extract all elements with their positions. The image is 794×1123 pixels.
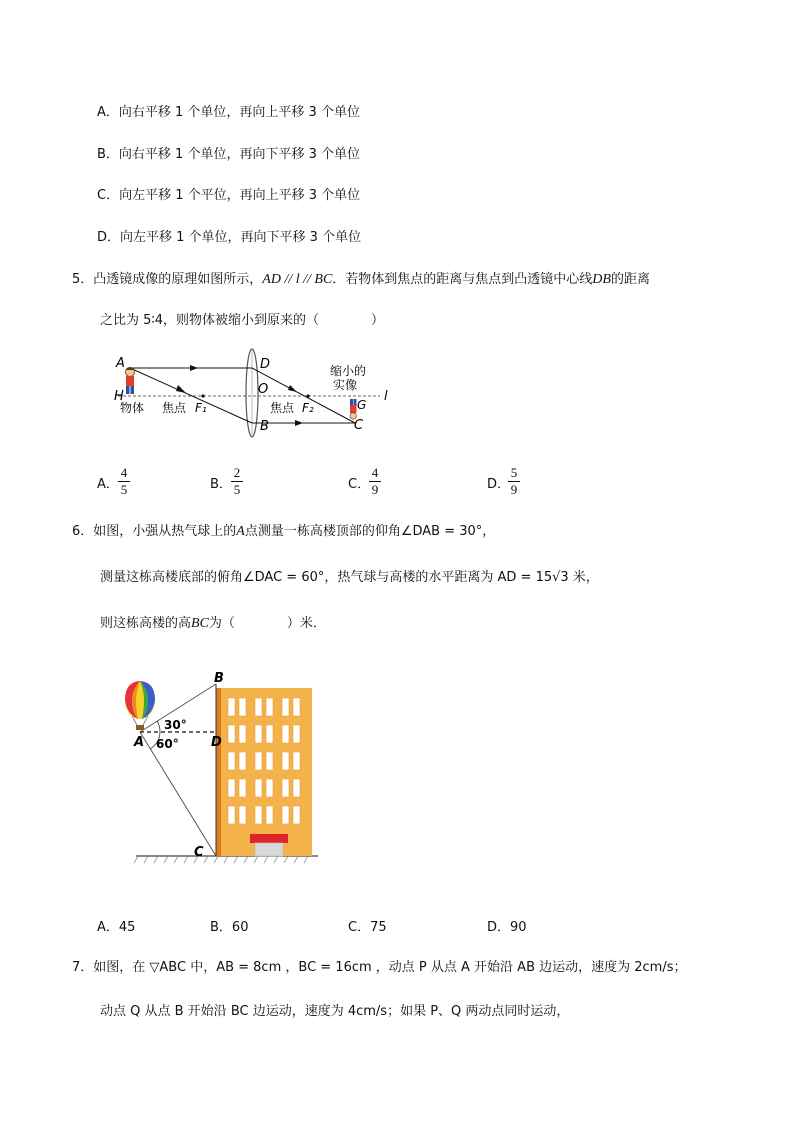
q6-stem-line2: 测量这栋高楼底部的俯角∠DAC = 60°，热气球与高楼的水平距离为 AD = 15√3 米， [100,570,599,585]
q7-stem-line1: 7．如图，在 ▽ABC 中，AB = 8cm ，BC = 16cm ，动点 P 从点 A 开始沿 AB 边运动，速度为 2cm/s； [72,960,687,975]
q6-stem-point-a: A [236,524,245,539]
q5-option-d-fraction [508,466,520,497]
q6-stem-part3: 则这栋高楼的高 [100,616,192,631]
q6-stem-bc: BC [191,616,209,631]
ray-a-b [130,368,252,423]
q5-stem-db: DB [592,272,611,287]
q4-option-c: C．向左平移 1 个平位，再向上平移 3 个单位 [97,188,361,203]
q6-stem-line1 [72,524,495,540]
label-a: A [116,356,125,371]
label-object: 物体 [120,401,145,415]
q5-option-a-label: A． [97,477,119,492]
label-angle-30: 30° [164,718,187,732]
label-a: A [134,735,145,750]
focus-point-f1 [201,394,204,397]
q6-option-b: B．60 [210,920,249,935]
object-person-icon [126,367,135,394]
q5-option-c-den: 9 [371,482,379,497]
q5-option-a-den: 5 [120,482,128,497]
label-f2: F₂ [302,401,314,415]
label-o: O [258,382,269,397]
hot-air-balloon-icon [125,681,155,730]
label-h: H [114,389,124,404]
q7-stem-line2: 动点 Q 从点 B 开始沿 BC 边运动，速度为 4cm/s；如果 P、Q 两动点同时运动， [100,1004,570,1019]
q6-option-a: A．45 [97,920,136,935]
label-b: B [214,671,224,686]
q6-stem-part1: 6．如图，小强从热气球上的 [72,524,237,539]
label-l: l [384,389,388,404]
building-edge [216,688,221,856]
q6-stem-line3 [100,616,326,632]
q4-option-d: D．向左平移 1 个单位，再向下平移 3 个单位 [97,230,362,245]
q5-option-c-label: C． [348,477,371,492]
q5-option-d-label: D． [487,477,511,492]
label-g: G [357,398,367,412]
label-angle-60: 60° [156,737,179,751]
label-d: D [211,735,222,750]
label-c: C [194,845,204,860]
q4-option-b: B．向右平移 1 个单位，再向下平移 3 个单位 [97,147,360,162]
label-c: C [354,418,364,433]
q6-stem-part2: 点测量一栋高楼顶部的仰角∠DAB = 30°， [244,524,496,539]
q5-stem-part1: 5．凸透镜成像的原理如图所示， [72,272,263,287]
image-person-icon [350,399,357,419]
q5-stem-line2: 之比为 5∶4，则物体被缩小到原来的（ ） [100,313,385,328]
q4-option-a: A．向右平移 1 个单位，再向上平移 3 个单位 [97,105,360,120]
q5-option-a-fraction [118,466,130,497]
label-focus1: 焦点 [162,401,187,415]
q5-option-b-den: 5 [233,482,241,497]
building-door [255,843,283,856]
label-image-line2: 实像 [333,378,358,392]
q5-option-b-fraction [231,466,243,497]
q5-stem-part2: ．若物体到焦点的距离与焦点到凸透镜中心线 [332,272,593,287]
q5-stem-parallel: AD // l // BC [262,272,333,287]
q5-option-b-num: 2 [233,465,241,480]
label-d: D [260,357,271,372]
q6-stem-part4: 为（ ）米． [208,616,326,631]
q6-option-c: C．75 [348,920,387,935]
building-awning [250,834,288,843]
q5-stem-line1 [72,272,650,288]
q5-option-b-label: B． [210,477,232,492]
q5-option-c-fraction [369,466,381,497]
focus-point-f2 [306,394,309,397]
q5-option-a-num: 4 [120,465,128,480]
q5-option-d-num: 5 [510,465,518,480]
label-image-line1: 缩小的 [330,364,367,378]
label-focus2: 焦点 [270,401,295,415]
q6-option-d: D．90 [487,920,527,935]
q5-stem-part3: 的距离 [610,272,650,287]
q5-option-d-den: 9 [510,482,518,497]
q6-building-diagram [118,670,333,870]
q5-option-c-num: 4 [371,465,379,480]
label-f1: F₁ [195,401,207,415]
q5-lens-diagram [110,345,400,440]
label-b: B [260,419,269,434]
